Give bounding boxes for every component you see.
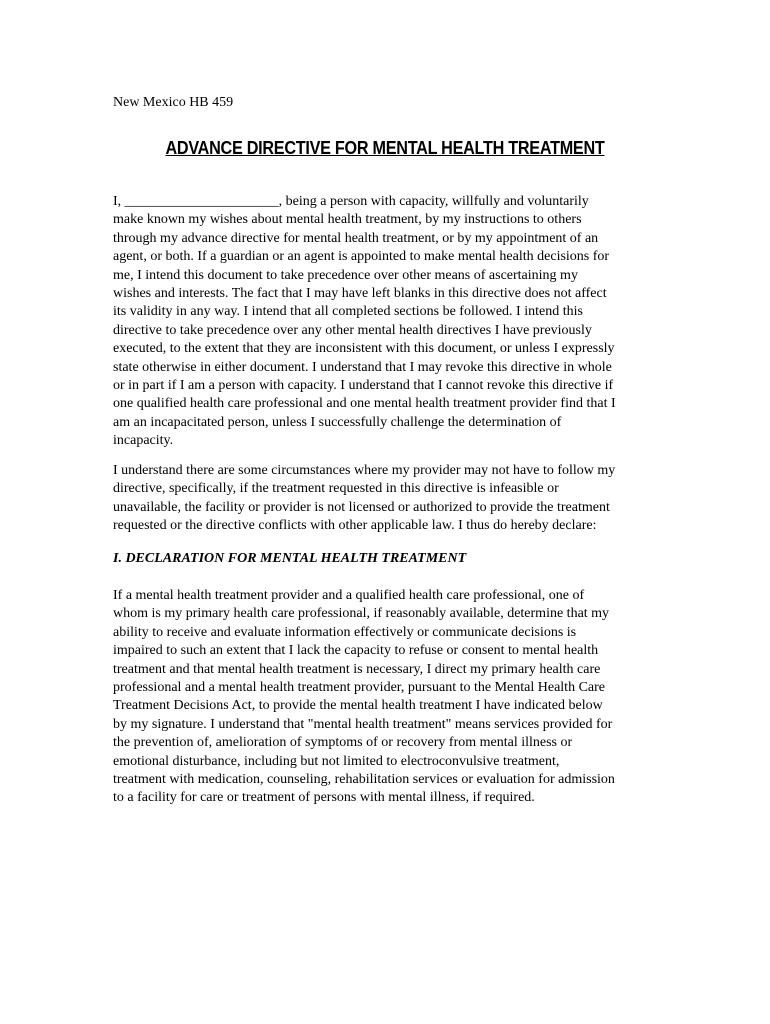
paragraph-line: I understand there are some circumstances where my provider may not have to follow my bbox=[113, 463, 616, 478]
paragraph-line: incapacity. bbox=[113, 433, 174, 449]
paragraph-line: through my advance directive for mental health treatment, or by my appointment of an bbox=[113, 230, 599, 246]
paragraph-line: agent, or both. If a guardian or an agent is appointed to make mental health decisions for bbox=[113, 249, 610, 265]
paragraph-line: requested or the directive conflicts with other applicable law. I thus do hereby declare: bbox=[113, 518, 597, 534]
paragraph-line: directive to take precedence over any other mental health directives I have previously bbox=[113, 322, 592, 338]
paragraph-line: state otherwise in either document. I understand that I may revoke this directive in whole bbox=[113, 359, 612, 375]
paragraph-line: to a facility for care or treatment of persons with mental illness, if required. bbox=[113, 790, 535, 806]
circumstances-paragraph bbox=[113, 462, 661, 536]
paragraph-line: executed, to the extent that they are inconsistent with this document, or unless I expressly bbox=[113, 341, 615, 357]
paragraph-line: the prevention of, amelioration of symptoms of or recovery from mental illness or bbox=[113, 735, 573, 751]
section-heading: I. DECLARATION FOR MENTAL HEALTH TREATMENT bbox=[113, 551, 467, 566]
paragraph-line: or in part if I am a person with capacity. I understand that I cannot revoke this directive if bbox=[113, 378, 614, 394]
paragraph-line: emotional disturbance, including but not limited to electroconvulsive treatment, bbox=[113, 753, 560, 769]
paragraph-line: treatment and that mental health treatment is necessary, I direct my primary health care bbox=[113, 661, 601, 677]
paragraph-line: make known my wishes about mental health treatment, by my instructions to others bbox=[113, 212, 582, 228]
paragraph-line: its validity in any way. I intend that all completed sections be followed. I intend this bbox=[113, 304, 583, 320]
paragraph-line: unavailable, the facility or provider is not licensed or authorized to provide the treatment bbox=[113, 499, 610, 515]
paragraph-line: I, ______________________, being a person with capacity, willfully and voluntarily bbox=[113, 194, 589, 209]
paragraph-line: professional and a mental health treatment provider, pursuant to the Mental Health Care bbox=[113, 680, 605, 696]
intro-paragraph bbox=[113, 193, 661, 451]
paragraph-line: wishes and interests. The fact that I may have left blanks in this directive does not affect bbox=[113, 286, 607, 302]
paragraph-line: Treatment Decisions Act, to provide the mental health treatment I have indicated below bbox=[113, 698, 603, 714]
paragraph-line: ability to receive and evaluate information effectively or communicate decisions is bbox=[113, 624, 577, 640]
paragraph-line: impaired to such an extent that I lack the capacity to refuse or consent to mental health bbox=[113, 643, 599, 659]
paragraph-line: whom is my primary health care professional, if reasonably available, determine that my bbox=[113, 606, 610, 622]
paragraph-line: If a mental health treatment provider and a qualified health care professional, one of bbox=[113, 588, 585, 603]
paragraph-line: am an incapacitated person, unless I successfully challenge the determination of bbox=[113, 414, 562, 430]
paragraph-line: treatment with medication, counseling, rehabilitation services or evaluation for admission bbox=[113, 772, 615, 788]
declaration-paragraph bbox=[113, 587, 661, 808]
paragraph-line: me, I intend this document to take precedence over other means of ascertaining my bbox=[113, 267, 578, 283]
paragraph-line: by my signature. I understand that "mental health treatment" means services provided for bbox=[113, 716, 613, 732]
document-header: New Mexico HB 459 bbox=[113, 95, 234, 110]
paragraph-line: one qualified health care professional and one mental health treatment provider find that I bbox=[113, 396, 616, 412]
document-title: ADVANCE DIRECTIVE FOR MENTAL HEALTH TREATMENT bbox=[165, 138, 605, 158]
paragraph-line: directive, specifically, if the treatment requested in this directive is infeasible or bbox=[113, 481, 559, 497]
